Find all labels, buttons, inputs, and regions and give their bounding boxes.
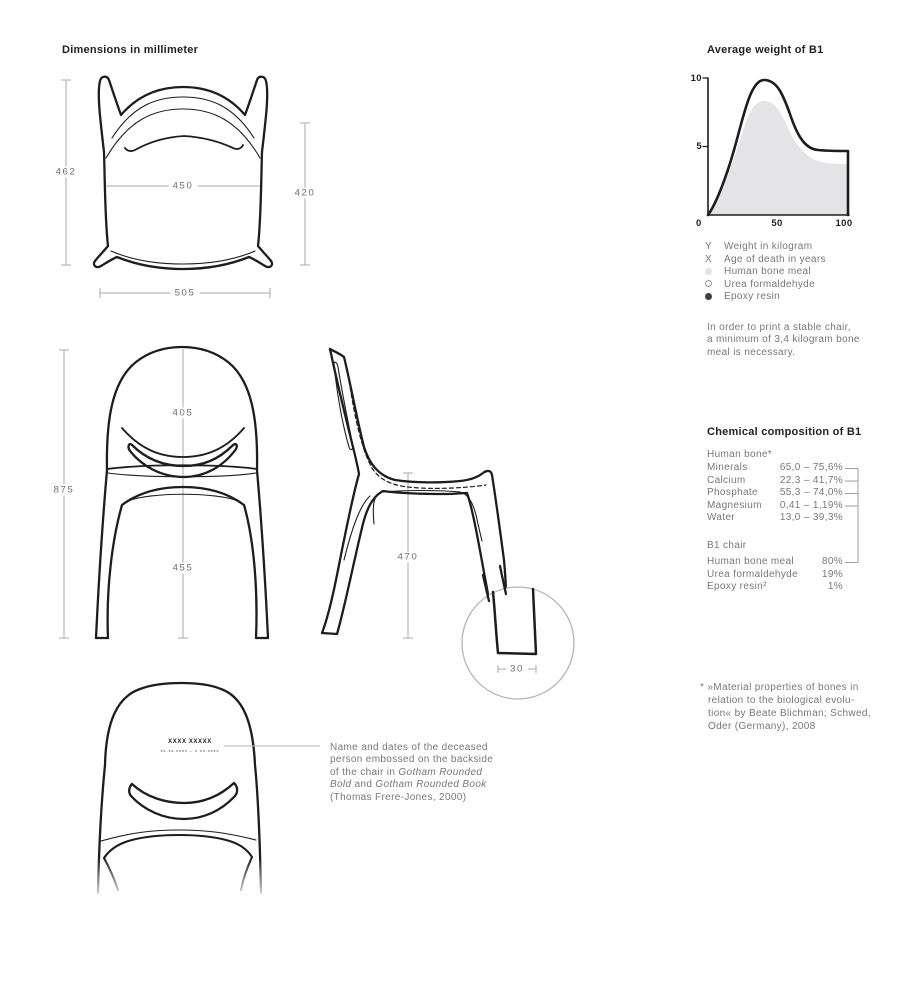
top-view-handle — [125, 136, 243, 151]
composition-row: Calcium 22,3 – 41,7% — [707, 474, 843, 486]
weight-chart-heading: Average weight of B1 — [707, 44, 824, 56]
composition-row: Magnesium 0,41 – 1,19% — [707, 499, 843, 511]
legend-label: Weight in kilogram — [724, 241, 813, 252]
human-bone-table — [707, 462, 843, 525]
composition-row: Human bone meal 80% — [707, 556, 843, 567]
origin-label: 0 — [696, 218, 702, 229]
legend-row-urea — [705, 279, 826, 292]
side-view-drawing — [300, 335, 600, 710]
front-view-drawing — [40, 340, 330, 650]
annotation-line: person embossed on the backside — [330, 754, 494, 766]
xtick-50: 50 — [771, 218, 783, 229]
composition-row: Epoxy resin² 1% — [707, 581, 843, 593]
human-bone-subheading: Human bone* — [707, 449, 773, 460]
x-axis-symbol: X — [705, 253, 713, 265]
note-line: In order to print a stable chair, — [707, 322, 851, 333]
side-view-dashed-contour — [349, 380, 486, 488]
legend-label: Human bone meal — [724, 266, 811, 277]
back-view-handle-hole — [129, 783, 237, 819]
back-view-drawing — [80, 680, 340, 910]
chart-area-bone-meal — [708, 101, 848, 215]
note-line: meal is necessary. — [707, 346, 796, 358]
footnote-line: relation to the biological evolu- — [708, 695, 855, 706]
fade-mask — [80, 858, 340, 910]
leg-detail-circle — [462, 587, 574, 699]
composition-row: Phosphate 55,3 – 74,0% — [707, 487, 843, 499]
dim-label-405: 405 — [169, 408, 198, 419]
annotation-line: Name and dates of the deceased — [330, 742, 488, 753]
b1-chair-table — [707, 556, 843, 594]
front-view-outline — [96, 347, 268, 638]
composition-bracket — [845, 464, 863, 570]
composition-heading: Chemical composition of B1 — [707, 426, 862, 438]
footnote-line: tion« by Beate Blichman; Schwed, — [708, 708, 871, 719]
top-view-outline — [94, 77, 272, 269]
side-view-underseat-contour — [373, 491, 482, 542]
annotation-line: of the chair in Gotham Rounded — [330, 766, 483, 778]
embossed-name: XXXX XXXXX — [168, 739, 212, 745]
legend-row-epoxy — [705, 291, 826, 304]
annotation-line: (Thomas Frere-Jones, 2000) — [330, 791, 467, 803]
footnote-line: Oder (Germany), 2008 — [708, 721, 816, 732]
epoxy-dot-icon — [705, 293, 712, 300]
dim-label-450: 450 — [169, 181, 198, 192]
embossed-dates: xx.xx.xxxx – x.xx.xxxx — [160, 748, 220, 753]
legend-label: Age of death in years — [724, 253, 826, 265]
b1-chair-subheading: B1 chair — [707, 540, 747, 551]
dim-label-875: 875 — [50, 485, 79, 496]
embossing-annotation — [330, 742, 493, 804]
legend-label: Urea formaldehyde — [724, 278, 815, 290]
dim-label-455: 455 — [169, 563, 198, 574]
dim-label-470: 470 — [394, 552, 423, 563]
dim-label-505: 505 — [171, 288, 200, 299]
note-line: a minimum of 3,4 kilogram bone — [707, 334, 860, 346]
legend-row-y — [705, 241, 826, 254]
legend-row-x — [705, 254, 826, 267]
dim-label-30: 30 — [506, 664, 528, 675]
dimensions-heading: Dimensions in millimeter — [62, 44, 199, 56]
annotation-line: Bold and Gotham Rounded Book — [330, 779, 487, 791]
legend-row-bone-meal — [705, 266, 826, 279]
weight-chart — [688, 62, 868, 224]
footnote — [700, 681, 871, 733]
dim-label-462: 462 — [52, 167, 81, 178]
ytick-5: 5 — [696, 141, 702, 152]
stability-note — [707, 322, 860, 359]
urea-dot-icon — [705, 280, 712, 287]
y-axis-symbol: Y — [705, 241, 713, 252]
composition-row: Water 13,0 – 39,3% — [707, 512, 843, 524]
xtick-100: 100 — [835, 218, 853, 229]
ytick-10: 10 — [690, 73, 702, 84]
dim-label-420: 420 — [291, 188, 320, 199]
side-view-back-and-legs — [322, 349, 489, 634]
footnote-line: * »Material properties of bones in — [700, 682, 859, 693]
composition-row: Urea formaldehyde 19% — [707, 568, 843, 580]
bone-meal-dot-icon — [705, 268, 712, 275]
center-line — [178, 349, 188, 638]
chart-legend — [705, 241, 826, 304]
composition-row: Minerals 65,0 – 75,6% — [707, 462, 843, 473]
legend-label: Epoxy resin — [724, 291, 781, 302]
